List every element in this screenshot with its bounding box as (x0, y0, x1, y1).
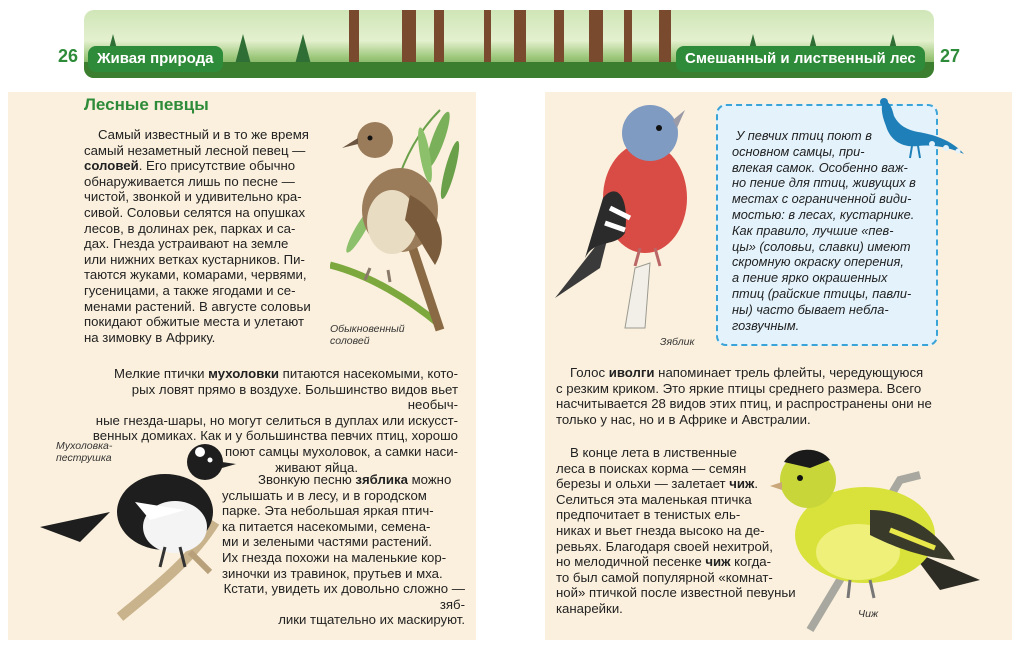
chaffinch-paragraph: Звонкую песню зяблика можно услышать и в лесу, и в городском парке. Эта небольшая яркая птич- ка питается насекомыми, семена- ми и зелеными частями растений. Их гнезда похожи на маленькие кор- зиночки из травинок, прутьев и мха. Кстати, увидеть их довольно сложно — зяб- лики тщательно их маскируют. (222, 472, 465, 628)
chaffinch-illustration (555, 98, 695, 338)
caption-flycatcher: Мухоловка- пеструшка (56, 440, 113, 464)
page-number-right: 27 (940, 46, 961, 66)
siskin-paragraph: В конце лета в лиственные леса в поисках корма — семян березы и ольхи — залетает чиж. Селиться эта маленькая птичка предпочитает в тенистых ель- никах и вьет гнезда высоко на де- ревьях. Благодаря своей нехитрой, но мелодичной песенке чиж когда- то был самой популярной «комнат- ной» птичкой после известной певуньи канарейки. (556, 445, 796, 616)
caption-chaffinch: Зяблик (660, 336, 695, 348)
page-number-left: 26 (58, 46, 79, 66)
nightingale-paragraph: Самый известный и в то же время самый незаметный лесной певец — соловей. Его присутствие обычно обнаруживается лишь по песне — чистой, звонкой и удивительно кра- сивой. Соловьи селятся на опушках лесов, в долинах рек, парках и са- дах. Гнезда устраивают на земле или нижних ветках кустарников. Пи- таются жуками, комарами, червями, гусеницами, а также ягодами и се- менами растений. В августе соловьи покидают обжитые места и улетают на зимовку в Африку. (84, 127, 311, 345)
section-heading: Лесные певцы (84, 95, 209, 114)
fact-note-text: У певчих птиц поют в основном самцы, при- влекая самок. Особенно важ- но пение для птиц, живущих в местах с ограниченной види- мостью: в лесах, кустарнике. Как правило, лучшие «пев- цы» (соловьи, славки) имеют скромную окраску оперения, а пение ярко окрашенных птиц (райские птицы, павли- ны) часто бывает небла- гозвучным. (732, 128, 916, 333)
nightingale-illustration (330, 100, 465, 335)
section-tag-right: Смешанный и лиственный лес (676, 46, 925, 72)
caption-nightingale: Обыкновенный соловей (330, 323, 405, 347)
flycatcher-paragraph: Мелкие птички мухоловки питаются насекомыми, кото- рых ловят прямо в воздухе. Большинство видов вьет необыч- ные гнезда-шары, но могут селиться в дуплах или искусст- венных домиках. Как и у большинства певчих птиц, хорошо поют самцы мухоловок, а самки наси- живают яйца. (92, 366, 458, 475)
siskin-illustration (770, 440, 985, 635)
peacock-icon (872, 96, 968, 160)
section-tag-left: Живая природа (88, 46, 223, 72)
caption-siskin: Чиж (858, 608, 879, 620)
oriole-paragraph: Голос иволги напоминает трель флейты, чередующуюся с резким криком. Это яркие птицы среднего размера. Всего насчитывается 28 видов этих птиц, и распространены они не только у нас, но и в Африке и Австралии. (556, 365, 932, 427)
